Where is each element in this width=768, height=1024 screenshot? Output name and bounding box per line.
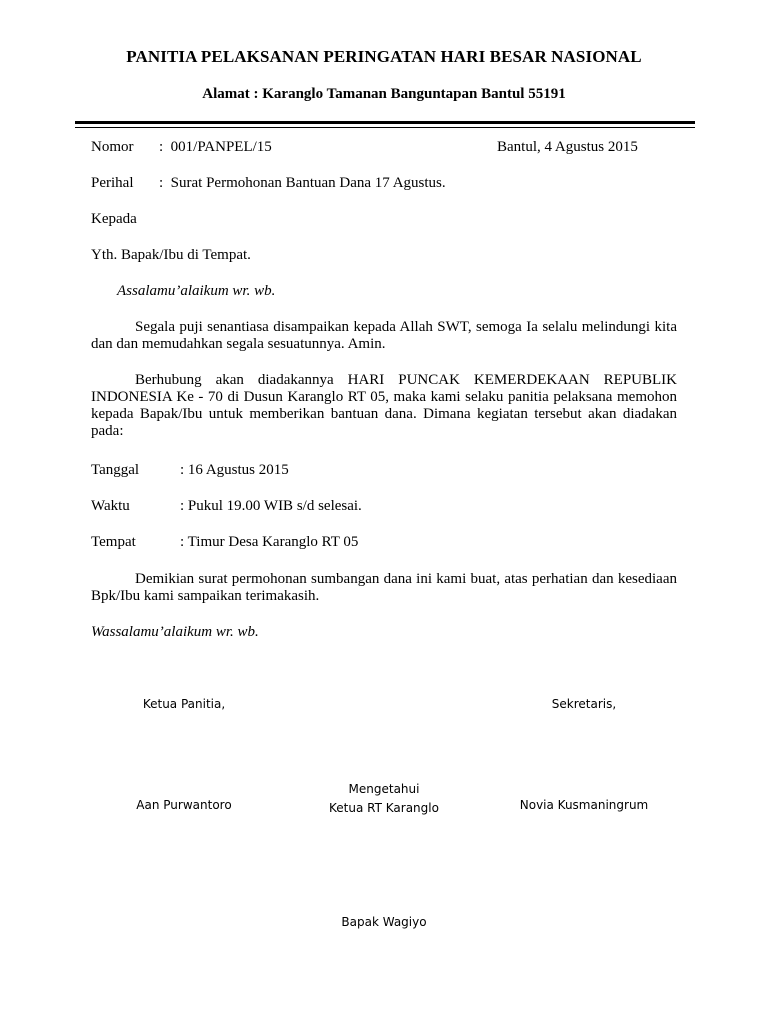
- detail-label-tempat: Tempat: [91, 534, 136, 550]
- perihal-value: : Surat Permohonan Bantuan Dana 17 Agustus.: [159, 175, 446, 191]
- letterhead-address: Alamat : Karanglo Tamanan Banguntapan Bantul 55191: [202, 86, 566, 102]
- rt-name: Bapak Wagiyo: [341, 915, 427, 929]
- ketua-name: Aan Purwantoro: [136, 798, 232, 812]
- body-paragraph-2: Berhubung akan diadakannya HARI PUNCAK KEMERDEKAAN REPUBLIK INDONESIA Ke - 70 di Dusun Karanglo RT 05, maka kami selaku panitia pelaksana memohon kepada Bapak/Ibu untuk memberikan bantuan dana. Dimana kegiatan tersebut akan diadakan pada:: [91, 372, 677, 439]
- letterhead-title: PANITIA PELAKSANAN PERINGATAN HARI BESAR NASIONAL: [126, 47, 642, 66]
- letter-date: Bantul, 4 Agustus 2015: [497, 139, 638, 155]
- nomor-value: : 001/PANPEL/15: [159, 139, 272, 155]
- detail-value-waktu: : Pukul 19.00 WIB s/d selesai.: [180, 498, 362, 514]
- detail-value-tempat: : Timur Desa Karanglo RT 05: [180, 534, 359, 550]
- body-paragraph-1: Segala puji senantiasa disampaikan kepada Allah SWT, semoga Ia selalu melindungi kita dan dan memudahkan segala sesuatunnya. Amin.: [91, 319, 677, 352]
- detail-label-waktu: Waktu: [91, 498, 130, 514]
- recipient-yth: Yth. Bapak/Ibu di Tempat.: [91, 247, 251, 263]
- ketua-rt-title: Ketua RT Karanglo: [329, 801, 439, 815]
- closing-paragraph: Demikian surat permohonan sumbangan dana ini kami buat, atas perhatian dan kesediaan Bpk/Ibu kami sampaikan terimakasih.: [91, 571, 677, 604]
- sekretaris-name: Novia Kusmaningrum: [519, 798, 649, 812]
- detail-value-tanggal: : 16 Agustus 2015: [180, 462, 289, 478]
- farewell: Wassalamu’alaikum wr. wb.: [91, 624, 259, 640]
- perihal-label: Perihal: [91, 175, 134, 191]
- recipient-kepada: Kepada: [91, 211, 137, 227]
- detail-label-tanggal: Tanggal: [91, 462, 140, 478]
- header-divider-thin: [75, 127, 695, 128]
- ketua-title: Ketua Panitia,: [142, 697, 226, 711]
- nomor-label: Nomor: [91, 139, 134, 155]
- mengetahui-label: Mengetahui: [348, 782, 420, 796]
- header-divider-thick: [75, 121, 695, 124]
- greeting: Assalamu’alaikum wr. wb.: [117, 283, 276, 299]
- sekretaris-title: Sekretaris,: [551, 697, 617, 711]
